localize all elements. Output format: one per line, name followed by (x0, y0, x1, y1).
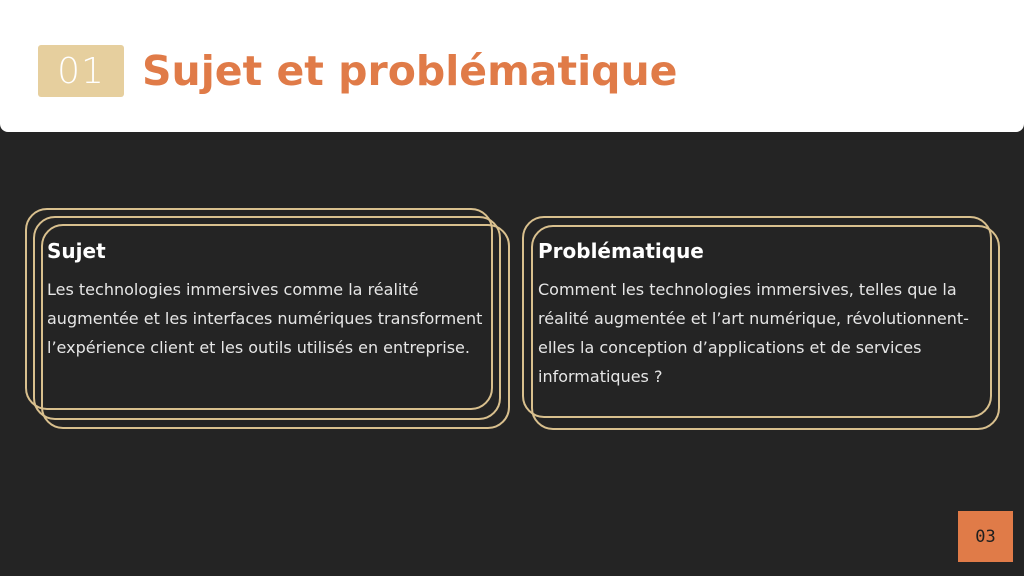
section-number-badge: 01 (38, 45, 124, 97)
sujet-card-heading: Sujet (47, 239, 106, 263)
header-bar (0, 0, 1024, 132)
page-number-badge: 03 (958, 511, 1013, 562)
slide-title: Sujet et problématique (142, 47, 678, 95)
sujet-card-body: Les technologies immersives comme la réalité augmentée et les interfaces numériques transforment l’expérience client et les outils utilisés en entreprise. (47, 280, 483, 357)
problematique-card-body: Comment les technologies immersives, telles que la réalité augmentée et l’art numérique, révolutionnent-elles la conception d’applications et de services informatiques ? (538, 280, 969, 386)
problematique-card-heading: Problématique (538, 239, 704, 263)
